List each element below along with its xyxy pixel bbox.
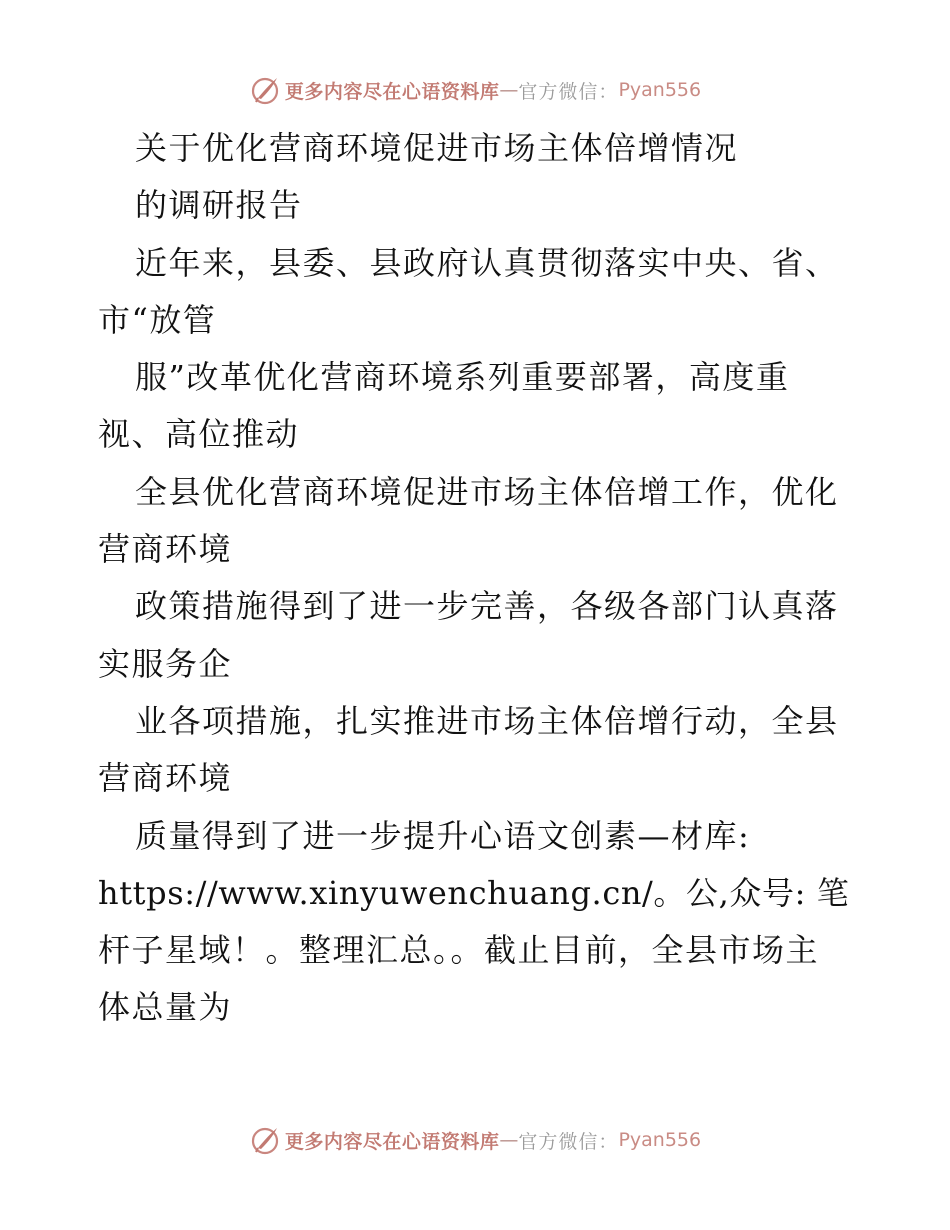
paragraph-line: 业各项措施，扎实推进市场主体倍增行动，全县 bbox=[135, 701, 839, 740]
paragraph-line: 体总量为 bbox=[98, 988, 233, 1027]
quill-pen-logo-icon bbox=[249, 74, 281, 106]
watermark-separator: — bbox=[499, 79, 519, 101]
paragraph-line: 市“放管 bbox=[98, 300, 217, 339]
doc-title-line-2: 的调研报告 bbox=[135, 186, 303, 225]
paragraph-line: 实服务企 bbox=[98, 644, 233, 683]
paragraph-line: 服”改革优化营商环境系列重要部署，高度重 bbox=[135, 358, 790, 397]
paragraph-line: 营商环境 bbox=[98, 530, 233, 569]
footer-watermark-banner bbox=[0, 1120, 950, 1160]
watermark-brand-text: 更多内容尽在心语资料库 bbox=[284, 80, 500, 103]
paragraph-line: 营商环境 bbox=[98, 759, 233, 798]
paragraph-line: 质量得到了进一步提升心语文创素—材库: bbox=[135, 816, 751, 855]
paragraph-line: 视、高位推动 bbox=[98, 415, 300, 454]
watermark-wechat-label: 官方微信： bbox=[518, 80, 619, 103]
watermark-wechat-label: 官方微信： bbox=[518, 1130, 619, 1153]
watermark-brand-text: 更多内容尽在心语资料库 bbox=[284, 1130, 500, 1153]
paragraph-line: 近年来，县委、县政府认真贯彻落实中央、省、 bbox=[135, 243, 839, 282]
quill-pen-logo-icon bbox=[249, 1124, 281, 1156]
paragraph-line-url: https://www.xinyuwenchuang.cn/。公,众号: 笔 bbox=[98, 873, 850, 912]
watermark-wechat-id: Pyan556 bbox=[618, 79, 702, 101]
header-watermark-banner bbox=[0, 70, 950, 110]
paragraph-line: 全县优化营商环境促进市场主体倍增工作，优化 bbox=[135, 472, 839, 511]
paragraph-line: 杆子星域！。整理汇总。。截止目前，全县市场主 bbox=[98, 931, 820, 970]
paragraph-line: 政策措施得到了进一步完善，各级各部门认真落 bbox=[135, 587, 839, 626]
watermark-wechat-id: Pyan556 bbox=[618, 1129, 702, 1151]
watermark-separator: — bbox=[499, 1129, 519, 1151]
doc-title-line-1: 关于优化营商环境促进市场主体倍增情况 bbox=[135, 129, 739, 167]
document-body bbox=[98, 120, 858, 1037]
